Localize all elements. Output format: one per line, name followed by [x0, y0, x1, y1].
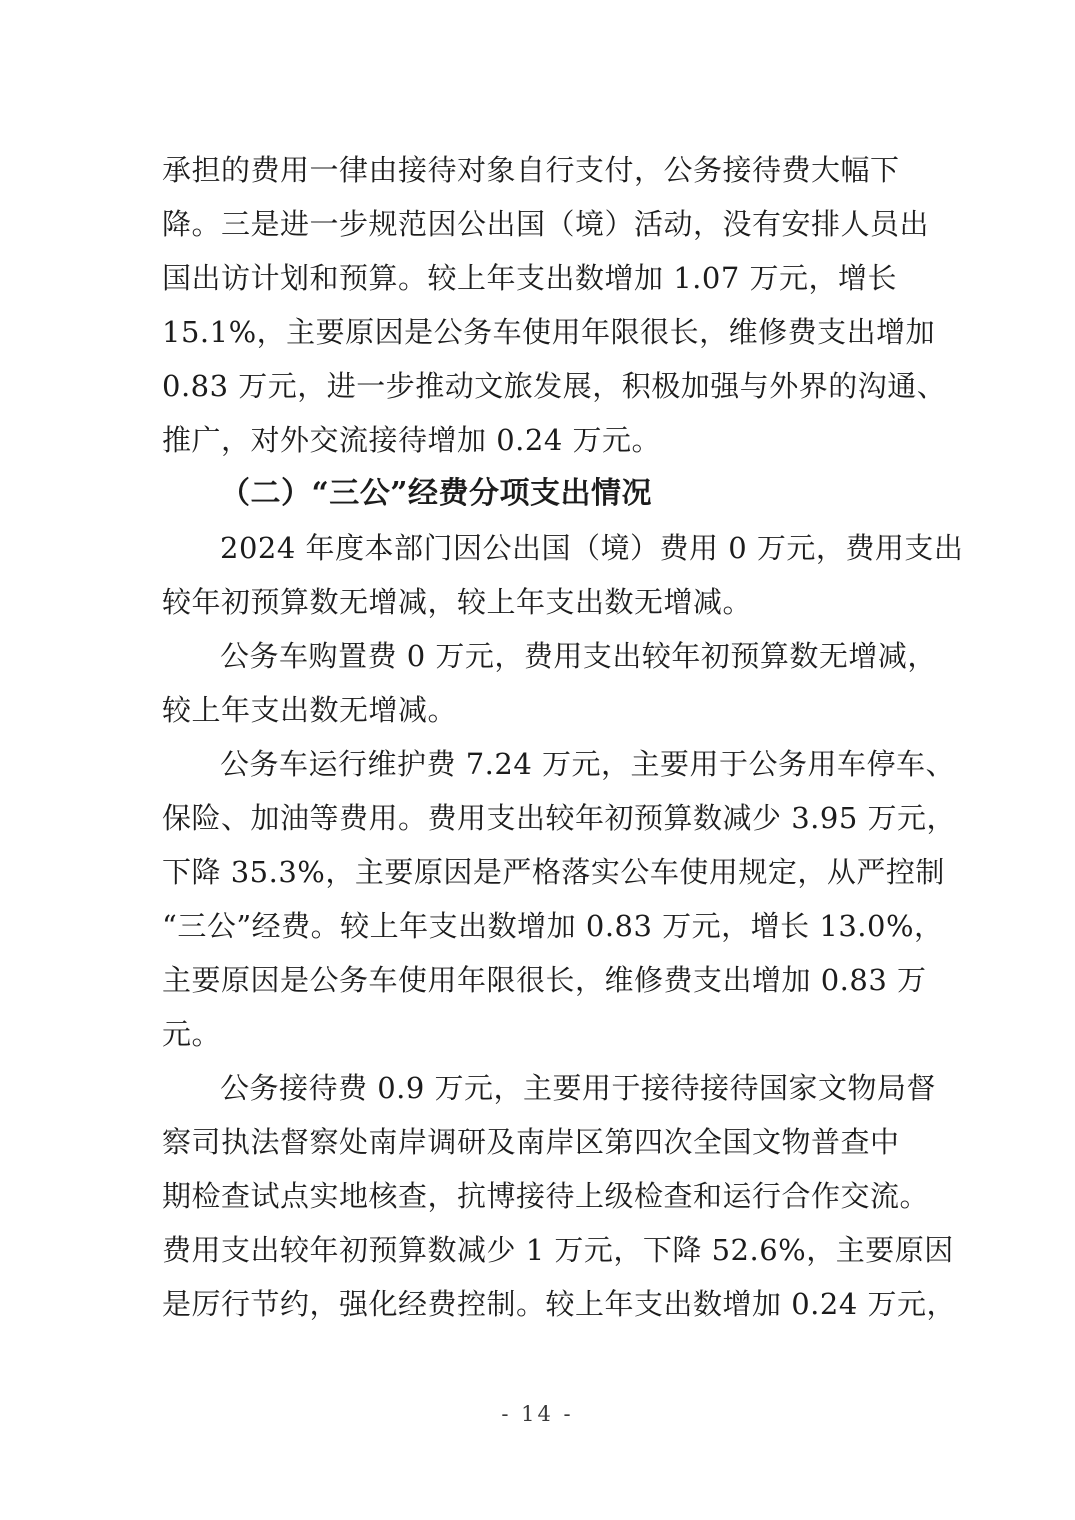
paragraph: [162, 143, 947, 467]
text-line: 费用支出较年初预算数减少 1 万元，下降 52.6%，主要原因: [162, 1233, 954, 1267]
paragraph: [162, 629, 937, 737]
text-line: 下降 35.3%，主要原因是严格落实公车使用规定，从严控制: [162, 855, 945, 889]
text-line: “三公”经费。较上年支出数增加 0.83 万元，增长 13.0%，: [162, 909, 944, 943]
text-line: 元。: [162, 1017, 222, 1051]
paragraph: [162, 521, 964, 629]
paragraph: [162, 737, 957, 1061]
paragraph: [162, 1061, 957, 1331]
text-line: 公务接待费 0.9 万元，主要用于接待接待国家文物局督: [220, 1071, 937, 1105]
document-body: [162, 143, 964, 1331]
text-line: 主要原因是公务车使用年限很长，维修费支出增加 0.83 万: [162, 963, 927, 997]
text-line: 2024 年度本部门因公出国（境）费用 0 万元，费用支出: [220, 531, 964, 565]
text-line: 期检查试点实地核查，抗博接待上级检查和运行合作交流。: [162, 1179, 930, 1213]
text-line: 是厉行节约，强化经费控制。较上年支出数增加 0.24 万元，: [162, 1287, 957, 1321]
text-line: 0.83 万元，进一步推动文旅发展，积极加强与外界的沟通、: [162, 369, 947, 403]
section-heading-text: （二）“三公”经费分项支出情况: [220, 476, 653, 511]
page-footer: [0, 1400, 1075, 1428]
text-line: 察司执法督察处南岸调研及南岸区第四次全国文物普查中: [162, 1125, 900, 1159]
section-heading: [162, 467, 918, 521]
text-line: 15.1%，主要原因是公务车使用年限很长，维修费支出增加: [162, 315, 936, 349]
text-line: 较上年支出数无增减。: [162, 693, 458, 727]
text-line: 承担的费用一律由接待对象自行支付，公务接待费大幅下: [162, 153, 900, 187]
text-line: 国出访计划和预算。较上年支出数增加 1.07 万元，增长: [162, 261, 898, 295]
text-line: 保险、加油等费用。费用支出较年初预算数减少 3.95 万元，: [162, 801, 957, 835]
text-line: 公务车运行维护费 7.24 万元，主要用于公务用车停车、: [220, 747, 956, 781]
page-number: - 14 -: [501, 1402, 574, 1426]
text-line: 降。三是进一步规范因公出国（境）活动，没有安排人员出: [162, 207, 930, 241]
text-line: 公务车购置费 0 万元，费用支出较年初预算数无增减，: [220, 639, 937, 673]
text-line: 较年初预算数无增减，较上年支出数无增减。: [162, 585, 753, 619]
text-line: 推广，对外交流接待增加 0.24 万元。: [162, 423, 662, 457]
